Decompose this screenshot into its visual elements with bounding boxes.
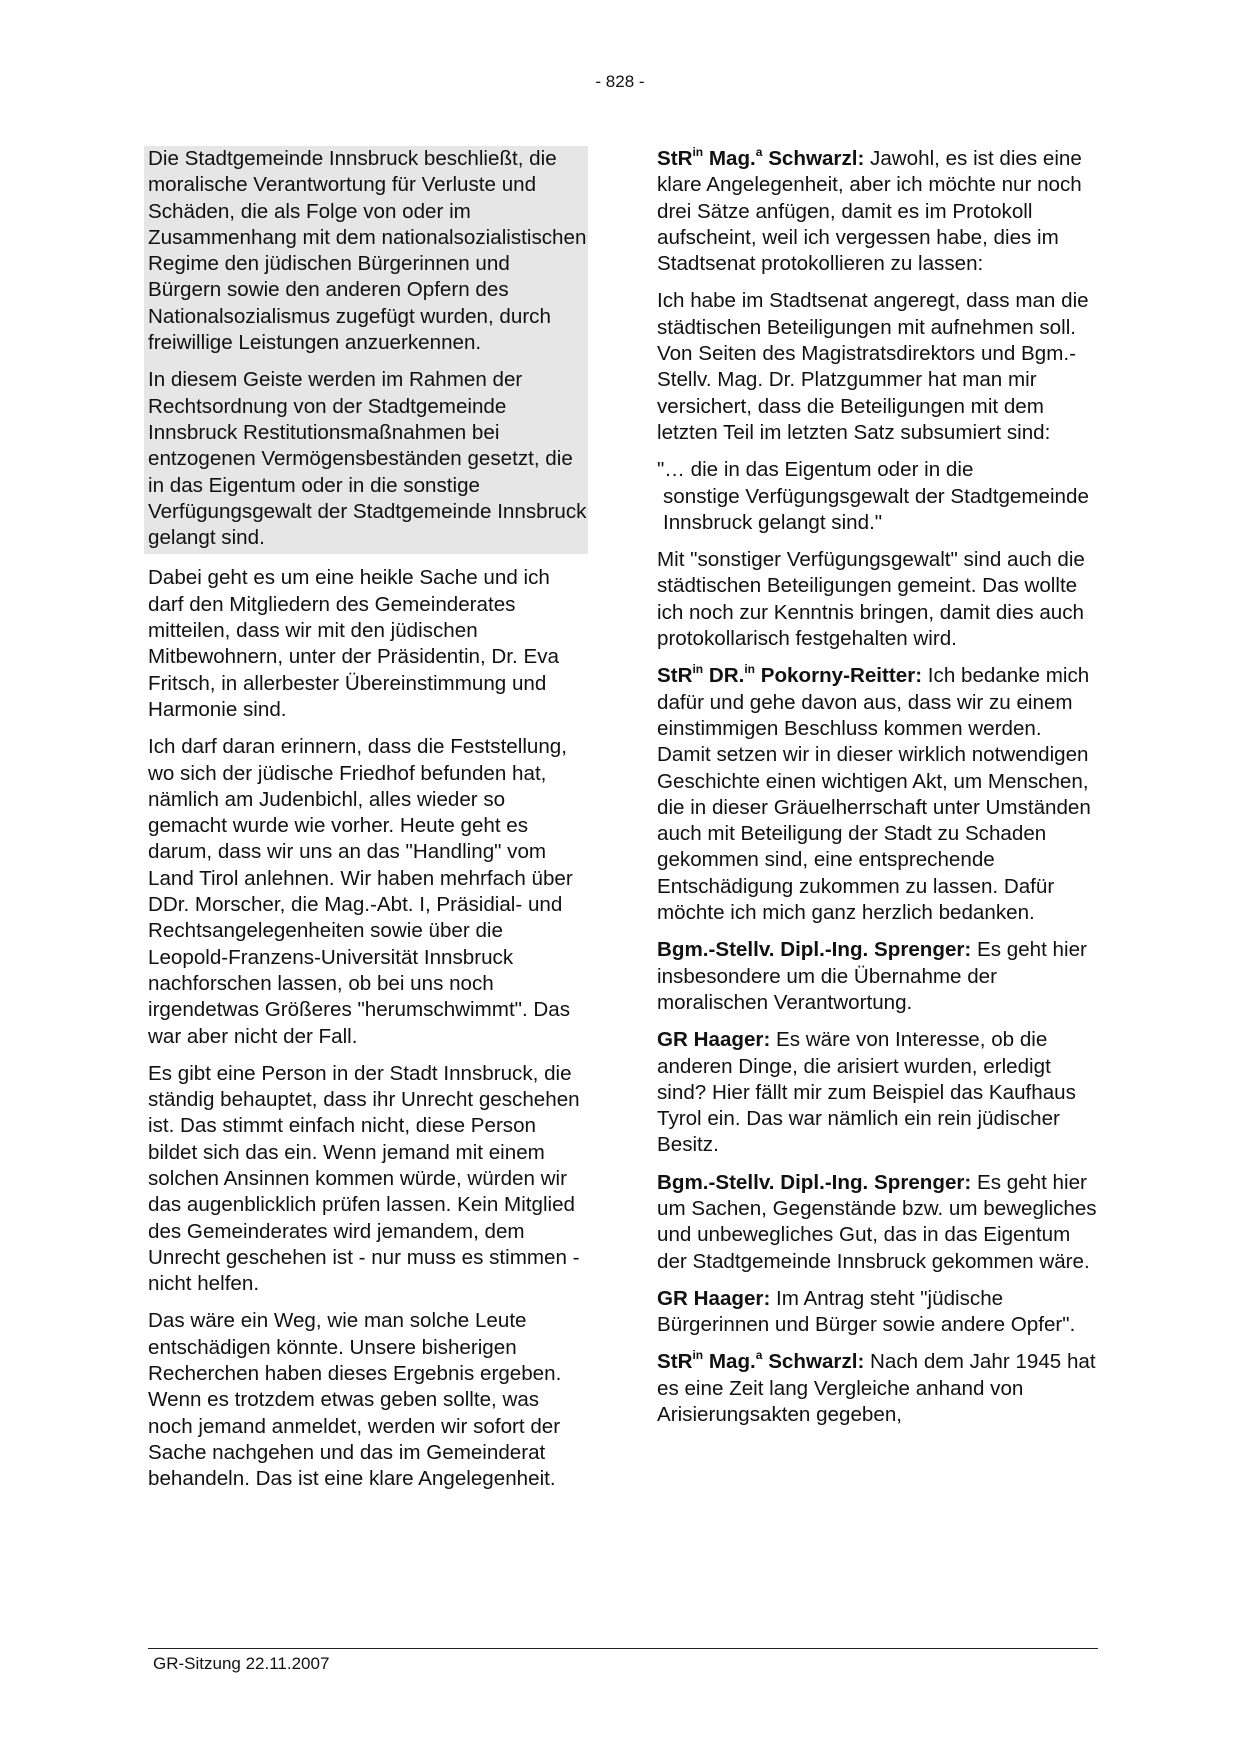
speech-paragraph xyxy=(657,1286,1097,1339)
speech-paragraph xyxy=(657,663,1097,926)
body-paragraph: Es gibt eine Person in der Stadt Innsbruck, die ständig behauptet, dass ihr Unrecht geschehen ist. Das stimmt einfach nicht, diese Person bildet sich das ein. Wenn jemand mit einem solchen Ansinnen kommen würde, würden wir das augenblicklich prüfen lassen. Kein Mitglied des Gemeinderates wird jemandem, dem Unrecht geschehen ist - nur muss es stimmen - nicht helfen. xyxy=(148,1061,580,1296)
page-number: - 828 - xyxy=(595,72,645,91)
footer-divider xyxy=(148,1648,1098,1649)
speaker-name: Bgm.-Stellv. Dipl.-Ing. Sprenger: xyxy=(657,938,972,962)
motion-paragraph: In diesem Geiste werden im Rahmen der Rechtsordnung von der Stadtgemeinde Innsbruck Restitutionsmaßnahmen bei entzogenen Vermögensbeständen gesetzt, die in das Eigentum oder in die sonstige Verfügungsgewalt der Stadtgemeinde Innsbruck gelangt sind. xyxy=(148,368,587,550)
speaker-name: GR Haager: xyxy=(657,1286,771,1310)
speech-paragraph xyxy=(657,937,1097,1016)
speech-text: Es wäre von Interesse, ob die anderen Dinge, die arisiert wurden, erledigt sind? Hier fällt mir zum Beispiel das Kaufhaus Tyrol ein. Das war nämlich ein rein jüdischer Besitz. xyxy=(657,1028,1076,1157)
speech-text: Jawohl, es ist dies eine klare Angelegenheit, aber ich möchte nur noch drei Sätze anfügen, damit es im Protokoll aufscheint, weil ich vergessen habe, dies im Stadtsenat protokollieren zu lassen: xyxy=(657,147,1082,276)
speech-text: Ich bedanke mich dafür und gehe davon aus, dass wir zu einem einstimmigen Beschluss kommen werden. Damit setzen wir in dieser wirklich notwendigen Geschichte einen wichtigen Akt, um Menschen, die in dieser Gräuelherrschaft unter Umständen auch mit Beteiligung der Stadt zu Schaden gekommen sind, eine entsprechende Entschädigung zukommen zu lassen. Dafür möchte ich mich ganz herzlich bedanken. xyxy=(657,664,1091,925)
speech-paragraph xyxy=(657,1349,1097,1428)
right-column xyxy=(657,146,1097,1439)
left-column xyxy=(148,146,588,1504)
motion-paragraph: Die Stadtgemeinde Innsbruck beschließt, die moralische Verantwortung für Verluste und Schäden, die als Folge von oder im Zusammenhang mit dem nationalsozialistischen Regime den jüdischen Bürgerinnen und Bürgern sowie den anderen Opfern des Nationalsozialismus zugefügt wurden, durch freiwillige Leistungen anzuerkennen. xyxy=(148,147,587,355)
speaker-name: GR Haager: xyxy=(657,1028,771,1052)
body-paragraph: Dabei geht es um eine heikle Sache und ich darf den Mitgliedern des Gemeinderates mitteilen, dass wir mit den jüdischen Mitbewohnern, unter der Präsidentin, Dr. Eva Fritsch, in allerbester Übereinstimmung und Harmonie sind. xyxy=(148,566,559,721)
quotation: "… die in das Eigentum oder in die sonstige Verfügungsgewalt der Stadtgemeinde Innsbruck gelangt sind." xyxy=(657,458,1089,534)
body-paragraph: Ich habe im Stadtsenat angeregt, dass man die städtischen Beteiligungen mit aufnehmen soll. Von Seiten des Magistratsdirektors und Bgm.-Stellv. Mag. Dr. Platzgummer hat man mir versichert, dass die Beteiligungen mit dem letzten Teil im letzten Satz subsumiert sind: xyxy=(657,289,1089,444)
speech-text: Es geht hier insbesondere um die Übernahme der moralischen Verantwortung. xyxy=(657,938,1087,1014)
body-paragraph: Mit "sonstiger Verfügungsgewalt" sind auch die städtischen Beteiligungen gemeint. Das wollte ich noch zur Kenntnis bringen, damit dies auch protokollarisch festgehalten wird. xyxy=(657,548,1085,651)
speaker-name: StR$^{in}$ Mag.$^a$ Schwarzl: xyxy=(657,145,865,170)
speech-text: Es geht hier um Sachen, Gegenstände bzw. um bewegliches und unbewegliches Gut, das in das Eigentum der Stadtgemeinde Innsbruck gekommen wäre. xyxy=(657,1170,1097,1273)
speech-text: Im Antrag steht "jüdische Bürgerinnen und Bürger sowie andere Opfer". xyxy=(657,1286,1076,1337)
speech-paragraph xyxy=(657,1170,1097,1275)
motion-text-highlight xyxy=(144,146,588,554)
speech-text: Nach dem Jahr 1945 hat es eine Zeit lang Vergleiche anhand von Arisierungsakten gegeben, xyxy=(657,1350,1096,1427)
speaker-name: StR$^{in}$ Mag.$^a$ Schwarzl: xyxy=(657,1348,865,1374)
speaker-name: StR$^{in}$ DR.$^{in}$ Pokorny-Reitter: xyxy=(657,662,923,688)
speech-paragraph xyxy=(657,146,1097,277)
body-paragraph: Das wäre ein Weg, wie man solche Leute entschädigen könnte. Unsere bisherigen Recherchen haben dieses Ergebnis ergeben. Wenn es trotzdem etwas geben sollte, was noch jemand anmeldet, werden wir sofort der Sache nachgehen und das im Gemeinderat behandeln. Das ist eine klare Angelegenheit. xyxy=(148,1309,562,1491)
speech-paragraph xyxy=(657,1027,1097,1158)
footer-session-date: GR-Sitzung 22.11.2007 xyxy=(153,1654,330,1673)
body-paragraph: Ich darf daran erinnern, dass die Feststellung, wo sich der jüdische Friedhof befunden hat, nämlich am Judenbichl, alles wieder so gemacht wurde wie vorher. Heute geht es darum, dass wir uns an das "Handling" vom Land Tirol anlehnen. Wir haben mehrfach über DDr. Morscher, die Mag.-Abt. I, Präsidial- und Rechtsangelegenheiten sowie über die Leopold-Franzens-Universität Innsbruck nachforschen lassen, ob bei uns noch irgendetwas Größeres "herumschwimmt". Das war aber nicht der Fall. xyxy=(148,735,573,1048)
speaker-name: Bgm.-Stellv. Dipl.-Ing. Sprenger: xyxy=(657,1170,972,1194)
